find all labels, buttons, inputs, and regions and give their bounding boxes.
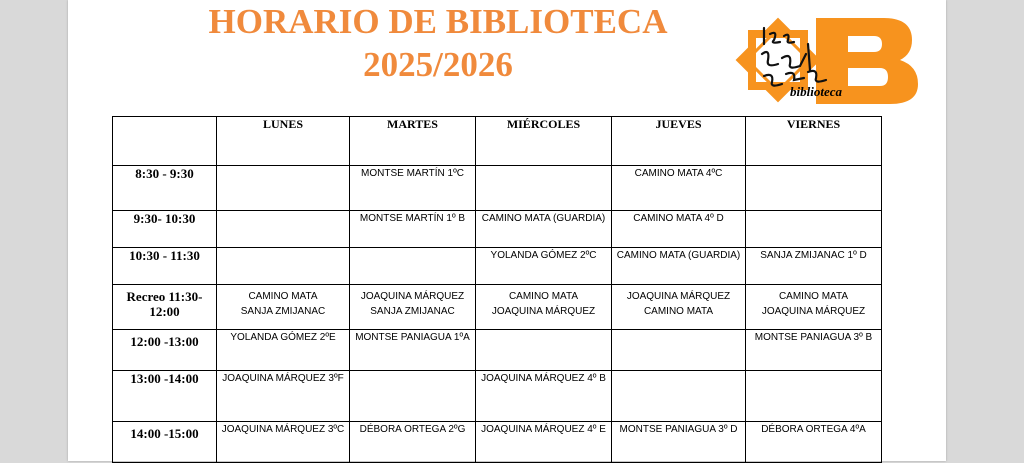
table-row [113, 422, 882, 463]
document-page [68, 0, 946, 461]
schedule-cell: JOAQUINA MÁRQUEZ CAMINO MATA [612, 285, 746, 330]
day-header-viernes: VIERNES [746, 117, 882, 166]
table-row [113, 330, 882, 371]
schedule-cell: JOAQUINA MÁRQUEZ 3ºC [217, 422, 350, 463]
schedule-cell: CAMINO MATA JOAQUINA MÁRQUEZ [476, 285, 612, 330]
schedule-cell: CAMINO MATA (GUARDIA) [612, 248, 746, 285]
time-slot: 12:00 -13:00 [113, 330, 217, 371]
table-row [113, 285, 882, 330]
logo-caption: biblioteca [790, 84, 842, 99]
schedule-cell: MONTSE MARTÍN 1ºC [350, 166, 476, 211]
page-title: HORARIO DE BIBLIOTECA [208, 2, 668, 41]
schedule-cell [350, 248, 476, 285]
schedule-cell: CAMINO MATA 4ºC [612, 166, 746, 211]
schedule-cell: CAMINO MATA SANJA ZMIJANAC [217, 285, 350, 330]
schedule-cell: SANJA ZMIJANAC 1º D [746, 248, 882, 285]
time-slot: 10:30 - 11:30 [113, 248, 217, 285]
schedule-table [112, 116, 882, 463]
schedule-cell: JOAQUINA MÁRQUEZ 3ºF [217, 371, 350, 422]
schedule-cell: MONTSE MARTÍN 1º B [350, 211, 476, 248]
schedule-cell [217, 248, 350, 285]
schedule-cell: YOLANDA GÓMEZ 2ºE [217, 330, 350, 371]
time-slot: Recreo 11:30- 12:00 [113, 285, 217, 330]
school-year: 2025/2026 [363, 45, 513, 84]
table-row [113, 371, 882, 422]
schedule-cell [217, 166, 350, 211]
schedule-cell: JOAQUINA MÁRQUEZ 4º B [476, 371, 612, 422]
schedule-cell: JOAQUINA MÁRQUEZ SANJA ZMIJANAC [350, 285, 476, 330]
schedule-cell: MONTSE PANIAGUA 3º B [746, 330, 882, 371]
time-slot: 9:30- 10:30 [113, 211, 217, 248]
time-slot: 8:30 - 9:30 [113, 166, 217, 211]
schedule-cell: MONTSE PANIAGUA 1ºA [350, 330, 476, 371]
schedule-cell [612, 371, 746, 422]
table-row [113, 248, 882, 285]
schedule-cell [217, 211, 350, 248]
header-row [113, 117, 882, 166]
schedule-cell: CAMINO MATA JOAQUINA MÁRQUEZ [746, 285, 882, 330]
schedule-cell [350, 371, 476, 422]
day-header-jueves: JUEVES [612, 117, 746, 166]
table-row [113, 166, 882, 211]
schedule-cell [746, 211, 882, 248]
schedule-cell [746, 166, 882, 211]
schedule-cell [476, 166, 612, 211]
schedule-cell: YOLANDA GÓMEZ 2ºC [476, 248, 612, 285]
schedule-cell [746, 371, 882, 422]
day-header-lunes: LUNES [217, 117, 350, 166]
schedule-cell: CAMINO MATA 4º D [612, 211, 746, 248]
time-slot: 13:00 -14:00 [113, 371, 217, 422]
schedule-cell [612, 330, 746, 371]
schedule-cell: CAMINO MATA (GUARDIA) [476, 211, 612, 248]
schedule-cell: DÉBORA ORTEGA 4ºA [746, 422, 882, 463]
time-slot: 14:00 -15:00 [113, 422, 217, 463]
schedule-cell [476, 330, 612, 371]
day-header-martes: MARTES [350, 117, 476, 166]
schedule-cell: MONTSE PANIAGUA 3º D [612, 422, 746, 463]
time-column-header [113, 117, 217, 166]
schedule-cell: DÉBORA ORTEGA 2ºG [350, 422, 476, 463]
table-row [113, 211, 882, 248]
day-header-miercoles: MIÉRCOLES [476, 117, 612, 166]
schedule-cell: JOAQUINA MÁRQUEZ 4º E [476, 422, 612, 463]
